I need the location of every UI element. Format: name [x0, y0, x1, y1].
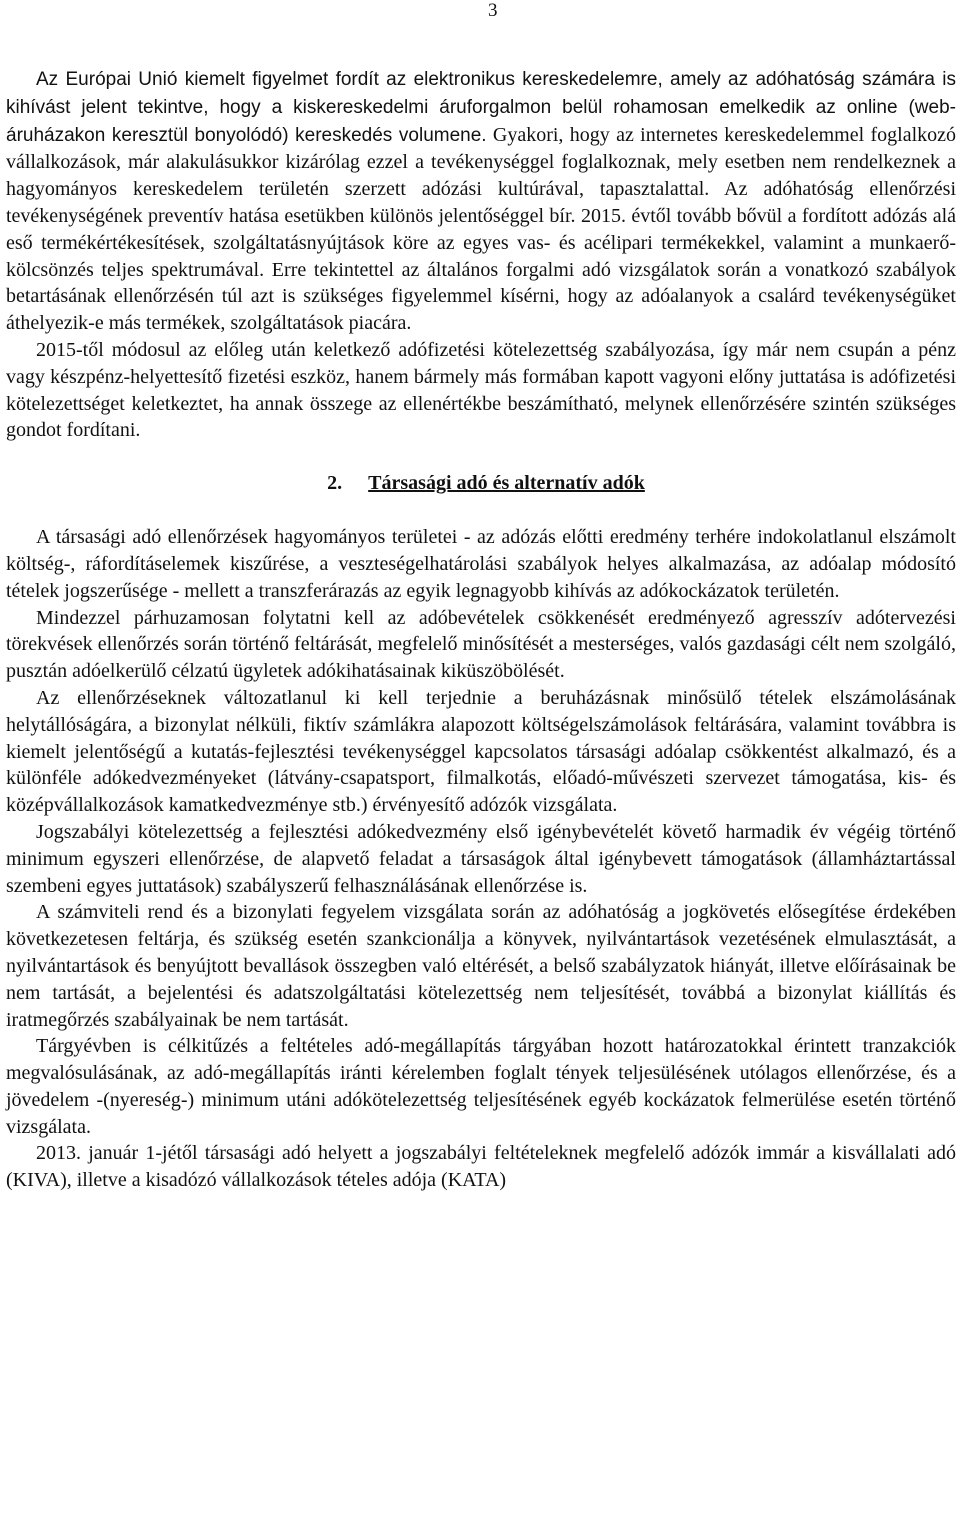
paragraph-advance-payment: 2015-től módosul az előleg után keletkező adófizetési kötelezettség szabályozása, így már nem csupán a pénz vagy készpénz-helyettesítő fizetési eszköz, hanem bármely más formában kapott vagyoni előny juttatása is adófizetési kötelezettséget keletkeztet, ha annak összege az ellenértékbe beszámítható, melynek ellenőrzésére szintén szükséges gondot fordítani.: [6, 338, 956, 442]
paragraph-investment-checks: Az ellenőrzéseknek változatlanul ki kell terjednie a beruházásnak minősülő tételek elszámolásának helytállóságára, a bizonylat nélküli, fiktív számlákra alapozott költségelszámolások feltárására, valamint továbbra is kiemelt jelentőségű a kutatás-fejlesztési tevékenységgel kapcsolatos társasági adóalap csökkentést alkalmazó, és a különféle adókedvezményeket (látvány-csapatsport, filmalkotás, előadó-művészeti szervezet támogatása, kis- és középvállalkozások kamatkedvezménye stb.) érvényesítő adózók vizsgálata.: [6, 686, 956, 817]
paragraph-ecommerce-rest: Gyakori, hogy az internetes kereskedelemmel foglalkozó vállalkozások, már alakulásukkor kizárólag ezzel a tevékenységgel foglalkoznak, mely esetben nem rendelkeznek a hagyományos kereskedelem területén szerzett adózási kultúrával, tapasztalattal. Az adóhatóság ellenőrzési tevékenységének preventív hatása esetükben különös jelentőséggel bír. 2015. évtől tovább bővül a fordított adózás alá eső termékértékesítések, szolgáltatásnyújtások köre az egyes vas- és acélipari termékekkel, valamint a munkaerő-kölcsönzés teljes spektrumával. Erre tekintettel az általános forgalmi adó vizsgálatok során a vonatkozó szabályok betartásának ellenőrzésén túl azt is szükséges figyelemmel kísérni, hogy az adóalanyok a csalárd tevékenységüket áthelyezik-e más termékek, szolgáltatások piacára.: [6, 123, 957, 335]
section-number: 2.: [327, 472, 343, 495]
paragraph-aggressive-tax-planning: Mindezzel párhuzamosan folytatni kell az adóbevételek csökkenését eredményező agresszív adótervezési törekvések ellenőrzés során történő feltárását, megfelelő minősítését a mesterséges, valós gazdasági célt nem szolgáló, pusztán adóelkerülő célzatú ügyletek adókihatásainak kiküszöbölését.: [6, 606, 956, 683]
paragraph-corporate-tax-areas: A társasági adó ellenőrzések hagyományos területei - az adózás előtti eredmény terhére indokolatlanul elszámolt költség-, ráfordításelemek kiszűrése, a veszteségelhatárolási szabályok helyes alkalmazása, az adóalap módosító tételek jogszerűsége - mellett a transzferárazás az egyik legnagyobb kihívás az adókockázatok területén.: [6, 526, 956, 602]
paragraph-ecommerce-lead: Az Európai Unió kiemelt figyelmet fordít az elektronikus kereskedelemre, amely az adóhatóság számára is kihívást jelent tekintve, hogy a kiskereskedelmi áruforgalmon belül rohamosan emelkedik az online (web-áruházakon keresztül bonyolódó) kereskedés volumene.: [6, 69, 956, 146]
page-number: 3: [488, 0, 498, 21]
section-title: Társasági adó és alternatív adók: [368, 472, 645, 495]
paragraph-accounting-discipline: A számviteli rend és a bizonylati fegyelem vizsgálata során az adóhatóság a jogkövetés elősegítése érdekében következetesen feltárja, és szükség esetén szankcionálja a könyvek, nyilvántartások vezetésének elmulasztását, a nyilvántartások és benyújtott bevallások összegben való eltérését, a belső szabályzatok hiányát, illetve előírásainak be nem tartását, a bejelentési és adatszolgáltatási kötelezettség nem teljesítését, továbbá a bizonylat kiállítás és iratmegőrzés szabályainak be nem tartását.: [6, 901, 956, 1031]
section-heading: [6, 470, 956, 497]
paragraph-development-allowance: Jogszabályi kötelezettség a fejlesztési adókedvezmény első igénybevételét követő harmadik év végéig történő minimum egyszeri ellenőrzése, de alapvető feladat a társaságok által igénybevett támogatások (államháztartással szembeni egyes juttatások) szabályszerű felhasználásának ellenőrzése is.: [6, 820, 956, 897]
document-body: [6, 66, 956, 1194]
paragraph-conditional-assessment: Tárgyévben is célkitűzés a feltételes adó-megállapítás tárgyában hozott határozatokkal érintett tranzakciók megvalósulásának, az adó-megállapítás iránti kérelemben foglalt tények teljesülésének utólagos ellenőrzése, és a jövedelem -(nyereség-) minimum utáni adókötelezettség teljesítésének egyéb kockázatok felmerülése esetén történő vizsgálata.: [6, 1035, 956, 1138]
paragraph-kiva-kata: 2013. január 1-jétől társasági adó helyett a jogszabályi feltételeknek megfelelő adózók immár a kisvállalati adó (KIVA), illetve a kisadózó vállalkozások tételes adója (KATA): [6, 1142, 956, 1192]
paragraph-ecommerce: [6, 66, 956, 337]
